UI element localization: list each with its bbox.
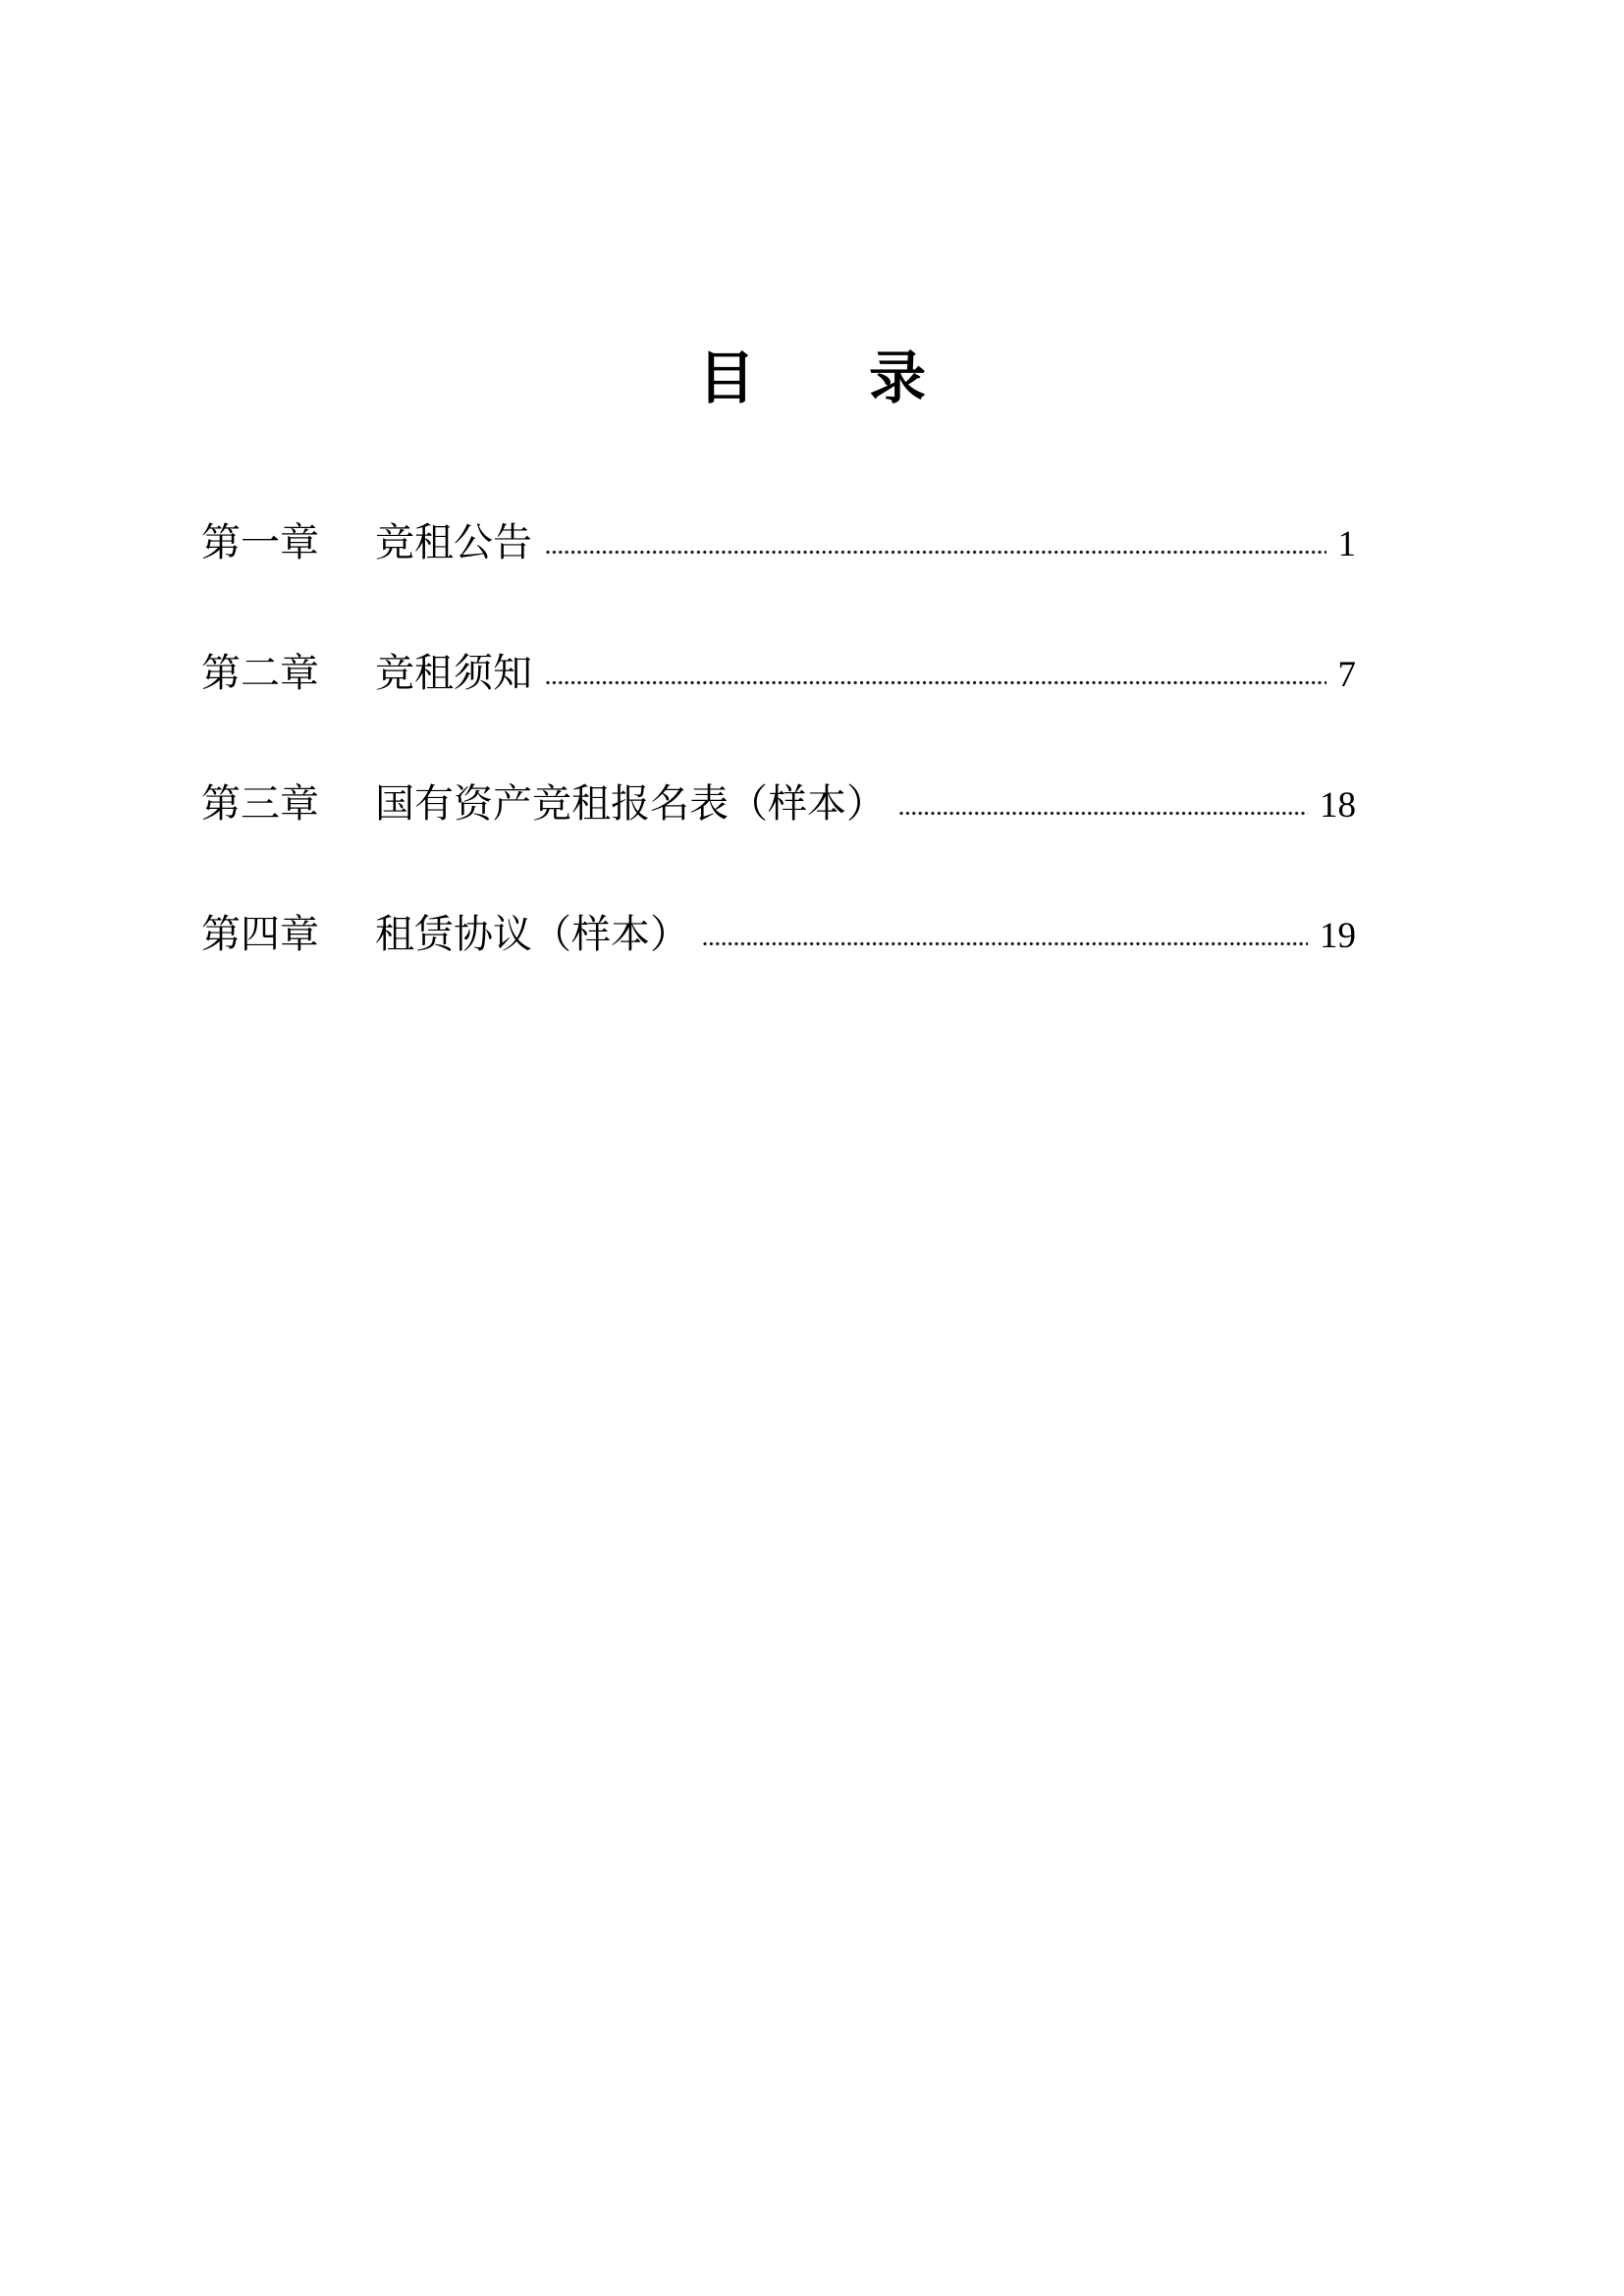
- toc-page-number: 18: [1320, 785, 1356, 826]
- toc-page-number: 1: [1337, 524, 1356, 564]
- toc-entry-chapter: 第二章: [201, 651, 319, 695]
- toc-page-number: 19: [1320, 916, 1356, 956]
- toc-entry-title: 租赁协议（样本）: [375, 912, 689, 956]
- toc-entry[interactable]: [201, 519, 1356, 568]
- toc-entry-chapter: 第一章: [201, 520, 319, 564]
- dot-leader: [702, 940, 1308, 947]
- toc-entry-title: 国有资产竞租报名表（样本）: [375, 781, 886, 826]
- dot-leader: [545, 549, 1326, 556]
- toc-title: 目 录: [697, 347, 926, 410]
- toc-page-number: 7: [1337, 655, 1356, 695]
- toc-entry-title: 竞租须知: [375, 651, 532, 695]
- toc-entry-chapter: 第三章: [201, 781, 319, 826]
- dot-leader: [898, 810, 1308, 817]
- table-of-contents: [201, 519, 1356, 960]
- toc-entry-chapter: 第四章: [201, 912, 319, 956]
- toc-entry[interactable]: [201, 650, 1356, 699]
- toc-entry[interactable]: [201, 780, 1356, 829]
- toc-entry-title: 竞租公告: [375, 520, 532, 564]
- toc-entry[interactable]: [201, 911, 1356, 960]
- dot-leader: [545, 679, 1326, 686]
